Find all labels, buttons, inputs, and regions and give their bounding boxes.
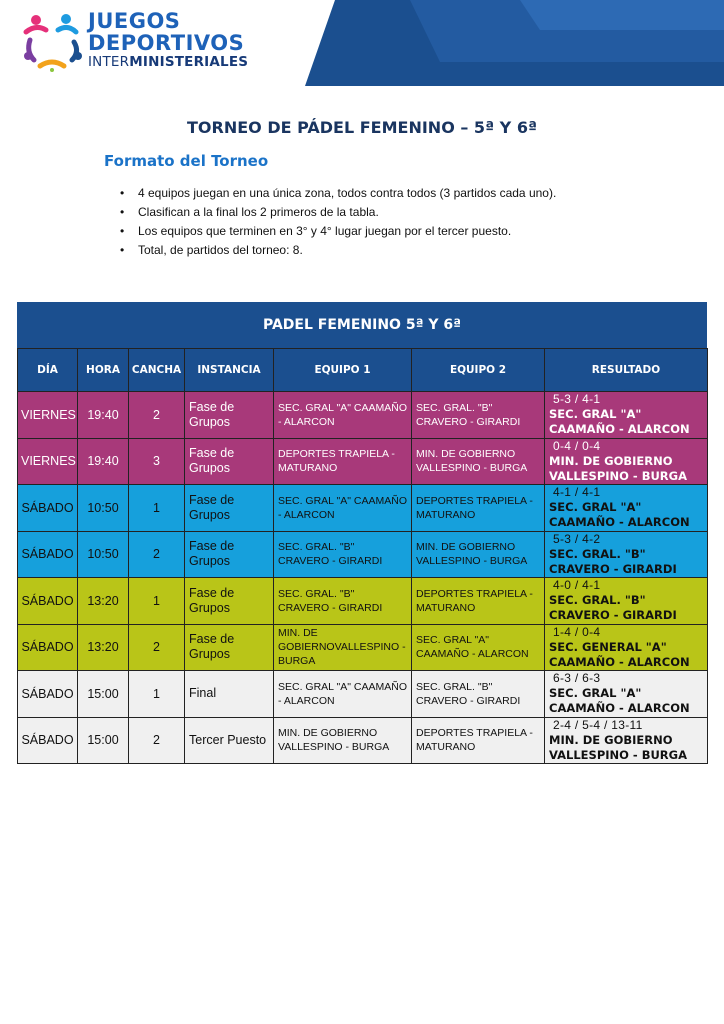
cell-equipo2: SEC. GRAL. "B" CRAVERO - GIRARDI xyxy=(412,671,545,718)
table-row xyxy=(18,578,708,625)
cell-equipo2: DEPORTES TRAPIELA - MATURANO xyxy=(412,485,545,532)
cell-dia: SÁBADO xyxy=(18,717,78,764)
cell-dia: SÁBADO xyxy=(18,531,78,578)
result-score: 2-4 / 5-4 / 13-11 xyxy=(553,717,643,732)
table-row xyxy=(18,531,708,578)
col-header-resultado: RESULTADO xyxy=(545,349,708,392)
list-item xyxy=(120,222,556,241)
cell-equipo2: DEPORTES TRAPIELA - MATURANO xyxy=(412,717,545,764)
bullet-icon: • xyxy=(120,186,125,200)
result-winner: MIN. DE GOBIERNO VALLESPINO - BURGA xyxy=(549,732,687,762)
cell-dia: VIERNES xyxy=(18,392,78,439)
logo-line-interministeriales xyxy=(88,54,248,71)
col-header-equipo1: EQUIPO 1 xyxy=(274,349,412,392)
cell-equipo2: SEC. GRAL. "B" CRAVERO - GIRARDI xyxy=(412,392,545,439)
cell-dia: SÁBADO xyxy=(18,485,78,532)
table-row xyxy=(18,485,708,532)
table-row xyxy=(18,717,708,764)
rule-text: Los equipos que terminen en 3° y 4° lugar juegan por el tercer puesto. xyxy=(138,224,512,238)
table-title: PADEL FEMENINO 5ª Y 6ª xyxy=(17,302,707,348)
cell-hora: 10:50 xyxy=(78,531,129,578)
logo-inter: INTER xyxy=(88,54,130,70)
result-winner: SEC. GRAL. "B" CRAVERO - GIRARDI xyxy=(549,546,677,576)
list-item xyxy=(120,241,556,260)
logo-wordmark xyxy=(88,10,248,71)
cell-equipo2: MIN. DE GOBIERNO VALLESPINO - BURGA xyxy=(412,531,545,578)
cell-resultado xyxy=(545,392,708,439)
table-row xyxy=(18,392,708,439)
schedule-table xyxy=(17,348,708,764)
header-band xyxy=(0,0,724,86)
cell-instancia: Fase de Grupos xyxy=(185,624,274,671)
result-score: 6-3 / 6-3 xyxy=(553,671,601,686)
result-winner: SEC. GRAL "A" CAAMAÑO - ALARCON xyxy=(549,686,690,716)
cell-instancia: Tercer Puesto xyxy=(185,717,274,764)
rule-text: Clasifican a la final los 2 primeros de la tabla. xyxy=(138,205,379,219)
cell-equipo1: SEC. GRAL. "B" CRAVERO - GIRARDI xyxy=(274,578,412,625)
document-title: TORNEO DE PÁDEL FEMENINO – 5ª Y 6ª xyxy=(187,118,537,137)
list-item xyxy=(120,203,556,222)
cell-hora: 13:20 xyxy=(78,624,129,671)
cell-resultado xyxy=(545,531,708,578)
cell-resultado xyxy=(545,438,708,485)
cell-equipo1: MIN. DE GOBIERNO VALLESPINO - BURGA xyxy=(274,717,412,764)
cell-equipo2: SEC. GRAL "A" CAAMAÑO - ALARCON xyxy=(412,624,545,671)
format-rules-list xyxy=(120,184,556,260)
cell-resultado xyxy=(545,485,708,532)
result-score: 4-0 / 4-1 xyxy=(553,578,601,593)
cell-resultado xyxy=(545,717,708,764)
bullet-icon: • xyxy=(120,205,125,219)
result-winner: SEC. GENERAL "A" CAAMAÑO - ALARCON xyxy=(549,639,690,669)
col-header-instancia: INSTANCIA xyxy=(185,349,274,392)
cell-hora: 13:20 xyxy=(78,578,129,625)
cell-equipo1: SEC. GRAL. "B" CRAVERO - GIRARDI xyxy=(274,531,412,578)
cell-instancia: Fase de Grupos xyxy=(185,578,274,625)
col-header-cancha: CANCHA xyxy=(129,349,185,392)
table-row xyxy=(18,671,708,718)
cell-equipo1: SEC. GRAL "A" CAAMAÑO - ALARCON xyxy=(274,671,412,718)
cell-hora: 19:40 xyxy=(78,438,129,485)
rule-text: 4 equipos juegan en una única zona, todos contra todos (3 partidos cada uno). xyxy=(138,186,557,200)
cell-hora: 15:00 xyxy=(78,671,129,718)
cell-dia: SÁBADO xyxy=(18,671,78,718)
cell-cancha: 2 xyxy=(129,531,185,578)
result-winner: SEC. GRAL "A" CAAMAÑO - ALARCON xyxy=(549,407,690,437)
cell-resultado xyxy=(545,578,708,625)
cell-hora: 19:40 xyxy=(78,392,129,439)
logo-icon xyxy=(22,12,84,72)
cell-hora: 10:50 xyxy=(78,485,129,532)
cell-resultado xyxy=(545,671,708,718)
cell-dia: SÁBADO xyxy=(18,578,78,625)
cell-cancha: 1 xyxy=(129,578,185,625)
col-header-hora: HORA xyxy=(78,349,129,392)
table-row xyxy=(18,624,708,671)
result-score: 4-1 / 4-1 xyxy=(553,485,601,500)
cell-cancha: 2 xyxy=(129,717,185,764)
cell-instancia: Final xyxy=(185,671,274,718)
logo-ministeriales: MINISTERIALES xyxy=(129,54,249,70)
cell-equipo1: SEC. GRAL "A" CAAMAÑO - ALARCON xyxy=(274,392,412,439)
cell-equipo1: DEPORTES TRAPIELA - MATURANO xyxy=(274,438,412,485)
cell-equipo1: SEC. GRAL "A" CAAMAÑO - ALARCON xyxy=(274,485,412,532)
col-header-equipo2: EQUIPO 2 xyxy=(412,349,545,392)
result-score: 5-3 / 4-1 xyxy=(553,392,601,407)
cell-cancha: 1 xyxy=(129,485,185,532)
cell-equipo1: MIN. DE GOBIERNOVALLESPINO - BURGA xyxy=(274,624,412,671)
cell-cancha: 1 xyxy=(129,671,185,718)
result-winner: SEC. GRAL. "B" CRAVERO - GIRARDI xyxy=(549,593,677,623)
bullet-icon: • xyxy=(120,224,125,238)
cell-equipo2: MIN. DE GOBIERNO VALLESPINO - BURGA xyxy=(412,438,545,485)
schedule-table-wrapper xyxy=(17,302,707,764)
list-item xyxy=(120,184,556,203)
result-score: 1-4 / 0-4 xyxy=(553,624,601,639)
table-row xyxy=(18,438,708,485)
cell-dia: VIERNES xyxy=(18,438,78,485)
result-winner: SEC. GRAL "A" CAAMAÑO - ALARCON xyxy=(549,500,690,530)
cell-cancha: 2 xyxy=(129,624,185,671)
bullet-icon: • xyxy=(120,243,125,257)
cell-cancha: 2 xyxy=(129,392,185,439)
result-winner: MIN. DE GOBIERNO VALLESPINO - BURGA xyxy=(549,453,687,483)
cell-hora: 15:00 xyxy=(78,717,129,764)
rule-text: Total, de partidos del torneo: 8. xyxy=(138,243,303,257)
cell-dia: SÁBADO xyxy=(18,624,78,671)
cell-cancha: 3 xyxy=(129,438,185,485)
result-score: 5-3 / 4-2 xyxy=(553,531,601,546)
cell-instancia: Fase de Grupos xyxy=(185,531,274,578)
cell-instancia: Fase de Grupos xyxy=(185,392,274,439)
cell-instancia: Fase de Grupos xyxy=(185,438,274,485)
cell-equipo2: DEPORTES TRAPIELA - MATURANO xyxy=(412,578,545,625)
logo-line-juegos: JUEGOS xyxy=(88,9,181,33)
result-score: 0-4 / 0-4 xyxy=(553,438,601,453)
table-header-row xyxy=(18,349,708,392)
format-heading: Formato del Torneo xyxy=(104,152,269,170)
cell-instancia: Fase de Grupos xyxy=(185,485,274,532)
logo-line-deportivos: DEPORTIVOS xyxy=(88,31,245,55)
col-header-dia: DÍA xyxy=(18,349,78,392)
cell-resultado xyxy=(545,624,708,671)
